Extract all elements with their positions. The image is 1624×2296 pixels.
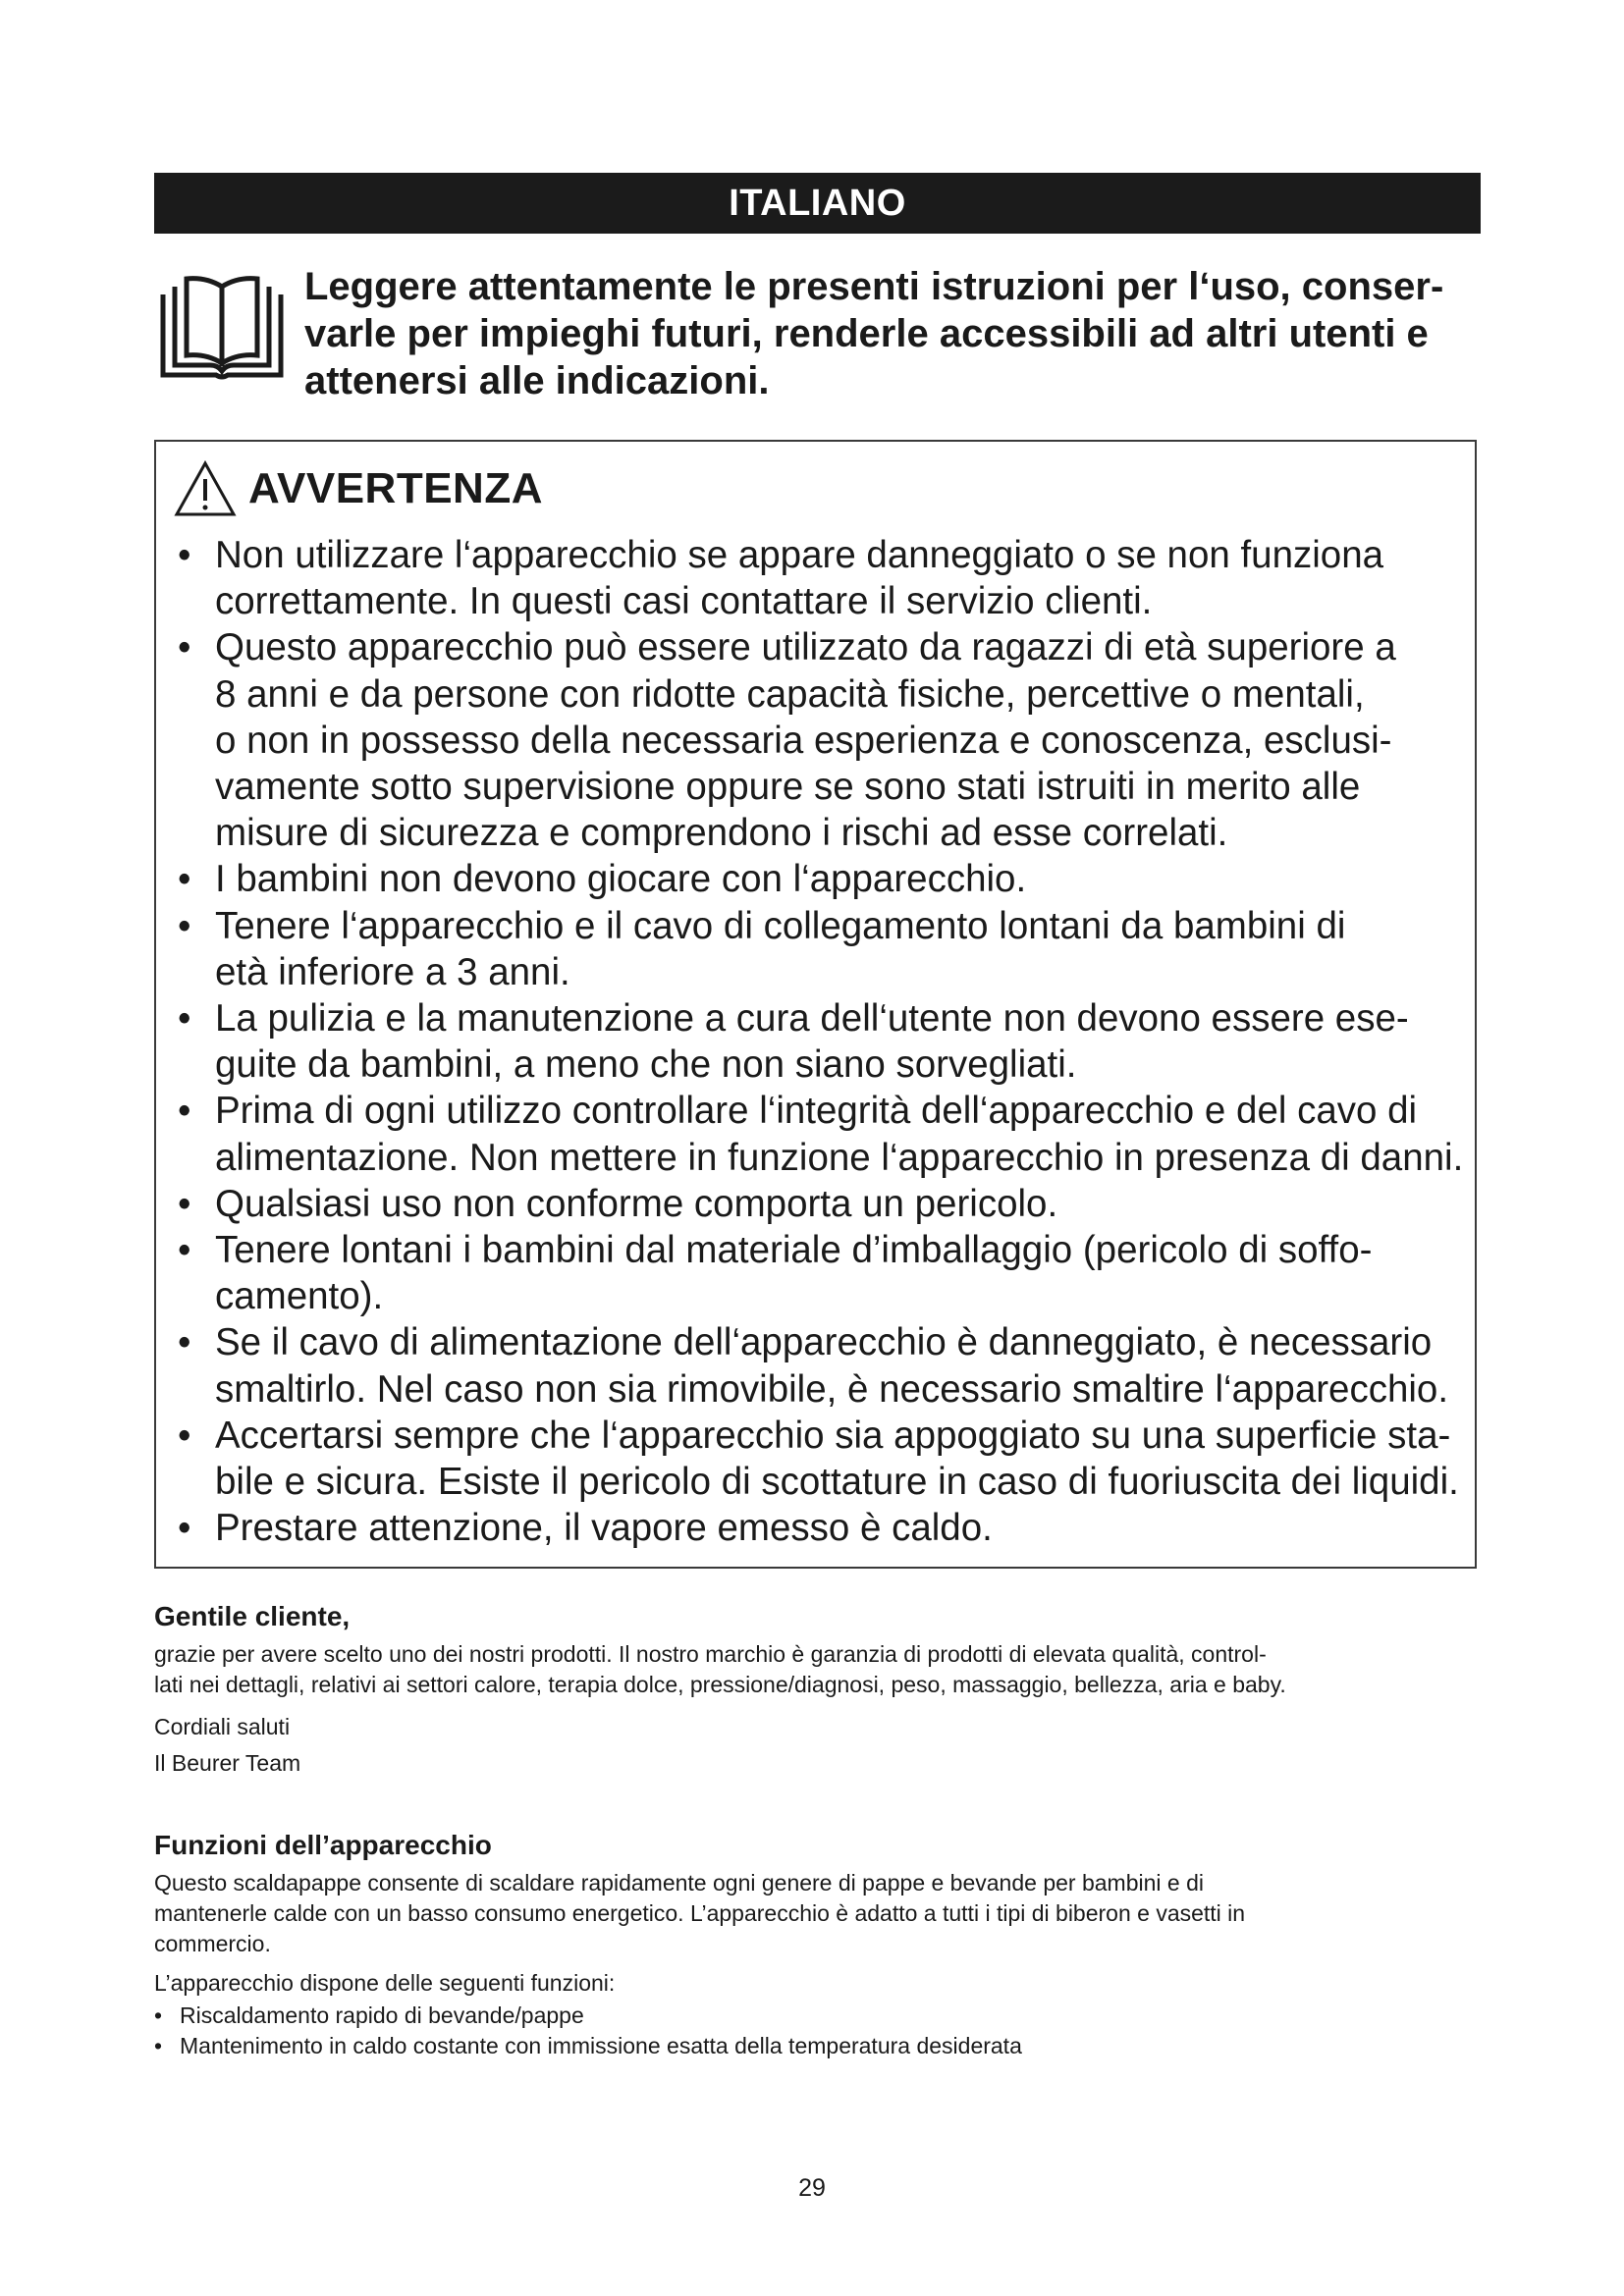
- warning-item-line: smaltirlo. Nel caso non sia rimovibile, è necessario smaltire l‘apparecchio.: [215, 1367, 1449, 1411]
- bullet: •: [178, 1182, 191, 1225]
- bullet: •: [178, 626, 191, 669]
- bullet: •: [178, 1321, 191, 1364]
- warning-item: [172, 903, 1468, 995]
- functions-line: commercio.: [154, 1931, 271, 1956]
- warning-item: [172, 1319, 1468, 1412]
- warning-item: [172, 1088, 1468, 1180]
- warning-item: [172, 1413, 1468, 1505]
- functions-list-item: • Mantenimento in caldo costante con immissione esatta della temperatura desiderata: [154, 2033, 1022, 2058]
- warning-item-line: bile e sicura. Esiste il pericolo di scottature in caso di fuoriuscita dei liquidi.: [215, 1461, 1459, 1504]
- language-label: ITALIANO: [729, 182, 906, 224]
- warning-list: [172, 532, 1468, 1551]
- bullet: •: [178, 904, 191, 947]
- warning-item-line: Tenere lontani i bambini dal materiale d’imballaggio (pericolo di soffo-: [215, 1229, 1373, 1272]
- bullet: •: [178, 534, 191, 576]
- warning-header: [174, 459, 543, 518]
- warning-item-line: Qualsiasi uso non conforme comporta un pericolo.: [215, 1182, 1058, 1225]
- warning-item: [172, 532, 1468, 624]
- warning-item-line: vamente sotto supervisione oppure se sono stati istruiti in merito alle: [215, 766, 1361, 809]
- functions-item-text: Mantenimento in caldo costante con immissione esatta della temperatura desiderata: [180, 2033, 1022, 2058]
- warning-item-line: correttamente. In questi casi contattare il servizio clienti.: [215, 580, 1153, 623]
- warning-title: AVVERTENZA: [248, 464, 543, 512]
- greeting-text: [154, 1639, 1489, 1700]
- functions-text: [154, 1868, 1489, 1959]
- bullet: •: [178, 1414, 191, 1457]
- greeting-line: grazie per avere scelto uno dei nostri prodotti. Il nostro marchio è garanzia di prodotti di elevata qualità, control-: [154, 1641, 1267, 1667]
- warning-item-line: Tenere l‘apparecchio e il cavo di collegamento lontani da bambini di: [215, 904, 1346, 947]
- warning-item: [172, 1227, 1468, 1319]
- bullet: •: [178, 997, 191, 1041]
- warning-item-line: Prima di ogni utilizzo controllare l‘integrità dell‘apparecchio e del cavo di: [215, 1090, 1418, 1133]
- bullet: •: [178, 858, 191, 901]
- warning-triangle-icon: [174, 459, 237, 518]
- warning-item-line: alimentazione. Non mettere in funzione l‘apparecchio in presenza di danni.: [215, 1136, 1464, 1179]
- book-icon: [159, 273, 285, 383]
- warning-item: [172, 856, 1468, 902]
- warning-item-line: Prestare attenzione, il vapore emesso è caldo.: [215, 1507, 993, 1550]
- intro-line: varle per impieghi futuri, renderle accessibili ad altri utenti e: [304, 312, 1429, 355]
- closing-text: Cordiali saluti: [154, 1714, 291, 1739]
- warning-item: [172, 1181, 1468, 1227]
- warning-item-line: camento).: [215, 1275, 384, 1318]
- page-number: 29: [798, 2174, 826, 2202]
- functions-title: Funzioni dell’apparecchio: [154, 1830, 492, 1860]
- greeting-title: Gentile cliente,: [154, 1601, 351, 1631]
- warning-item-line: Questo apparecchio può essere utilizzato da ragazzi di età superiore a: [215, 626, 1396, 669]
- bullet: •: [178, 1229, 191, 1272]
- functions-list-intro: L’apparecchio dispone delle seguenti funzioni:: [154, 1970, 616, 1996]
- functions-line: mantenerle calde con un basso consumo energetico. L’apparecchio è adatto a tutti i tipi di biberon e vasetti in: [154, 1900, 1246, 1926]
- signature-text: Il Beurer Team: [154, 1750, 301, 1776]
- warning-item-line: misure di sicurezza e comprendono i rischi ad esse correlati.: [215, 812, 1228, 855]
- warning-item: [172, 1505, 1468, 1551]
- intro-line: attenersi alle indicazioni.: [304, 359, 770, 402]
- warning-item-line: Se il cavo di alimentazione dell‘apparecchio è danneggiato, è necessario: [215, 1321, 1433, 1364]
- bullet: •: [178, 1507, 191, 1550]
- warning-item-line: 8 anni e da persone con ridotte capacità fisiche, percettive o mentali,: [215, 672, 1365, 716]
- warning-item: [172, 624, 1468, 856]
- warning-item-line: Accertarsi sempre che l‘apparecchio sia appoggiato su una superficie sta-: [215, 1414, 1451, 1457]
- warning-item-line: I bambini non devono giocare con l‘apparecchio.: [215, 858, 1027, 901]
- bullet: •: [178, 1090, 191, 1133]
- warning-item-line: età inferiore a 3 anni.: [215, 950, 570, 993]
- warning-item-line: guite da bambini, a meno che non siano sorvegliati.: [215, 1043, 1077, 1087]
- functions-item-text: Riscaldamento rapido di bevande/pappe: [180, 2002, 584, 2028]
- functions-line: Questo scaldapappe consente di scaldare rapidamente ogni genere di pappe e bevande per bambini e di: [154, 1870, 1204, 1896]
- language-header: [154, 173, 1481, 234]
- functions-list-item: • Riscaldamento rapido di bevande/pappe: [154, 2002, 584, 2028]
- warning-item: [172, 995, 1468, 1088]
- functions-list: [154, 2001, 1022, 2061]
- greeting-line: lati nei dettagli, relativi ai settori calore, terapia dolce, pressione/diagnosi, peso, massaggio, bellezza, aria e baby.: [154, 1672, 1286, 1697]
- intro-line: Leggere attentamente le presenti istruzioni per l‘uso, conser-: [304, 265, 1444, 308]
- warning-box: [154, 440, 1477, 1569]
- intro-text: [304, 263, 1483, 404]
- warning-item-line: o non in possesso della necessaria esperienza e conoscenza, esclusi-: [215, 719, 1392, 762]
- warning-item-line: Non utilizzare l‘apparecchio se appare danneggiato o se non funziona: [215, 534, 1384, 576]
- warning-item-line: La pulizia e la manutenzione a cura dell‘utente non devono essere ese-: [215, 997, 1409, 1041]
